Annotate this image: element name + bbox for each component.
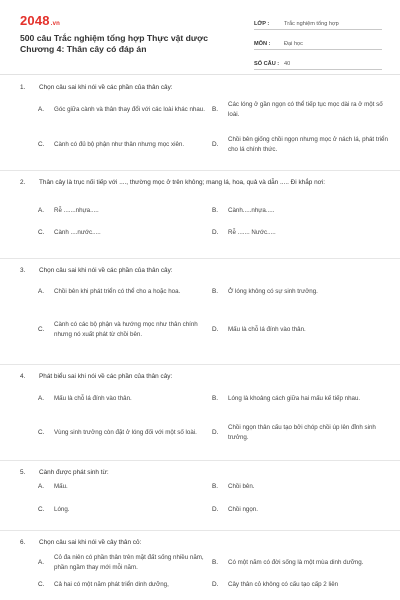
meta-label: SỐ CÂU : — [254, 61, 280, 67]
question-text — [20, 537, 380, 548]
question-list — [0, 76, 400, 600]
option-text: Góc giữa cành và thân thay đổi với các loài khác nhau. — [54, 106, 205, 113]
question-text — [20, 265, 380, 276]
meta-row-count — [254, 52, 382, 70]
meta-value: Trắc nghiệm tổng hợp — [284, 21, 339, 27]
option-letter: D. — [212, 326, 219, 333]
question-number: 6. — [20, 539, 26, 546]
question-number: 3. — [20, 267, 26, 274]
option-letter: D. — [212, 581, 219, 588]
option-letter: B. — [212, 288, 219, 295]
question-4 — [0, 365, 400, 461]
option-a[interactable] — [38, 387, 208, 411]
question-3 — [0, 259, 400, 365]
option-letter: B. — [212, 559, 219, 566]
logo-suffix: .vn — [50, 21, 61, 27]
option-letter: B. — [212, 207, 219, 214]
option-text: Mấu. — [54, 483, 68, 490]
option-c[interactable] — [38, 504, 208, 516]
question-text — [20, 371, 380, 382]
option-d[interactable] — [212, 313, 388, 347]
option-letter: D. — [212, 429, 219, 436]
meta-value: 40 — [284, 61, 291, 67]
option-text: Chồi bên. — [228, 483, 255, 490]
option-text: Cỏ đa niên có phần thân trên mặt đất sống nhiều năm, phần ngầm thay mới mỗi năm. — [54, 554, 204, 571]
meta-label: LỚP : — [254, 21, 270, 27]
option-b[interactable] — [212, 387, 388, 411]
option-letter: C. — [38, 506, 45, 513]
option-d[interactable] — [212, 579, 388, 591]
logo-text: 2048 — [20, 13, 50, 28]
option-c[interactable] — [38, 421, 208, 445]
meta-row-subject — [254, 32, 382, 50]
option-text: Lóng là khoảng cách giữa hai mấu kế tiếp nhau. — [228, 395, 361, 402]
option-c[interactable] — [38, 133, 208, 157]
option-letter: C. — [38, 326, 45, 333]
option-c[interactable] — [38, 227, 208, 239]
header — [0, 0, 400, 72]
question-number: 5. — [20, 469, 26, 476]
option-d[interactable] — [212, 227, 388, 239]
option-text: Cả hai có một năm phát triển dinh dưỡng, — [54, 581, 169, 588]
option-text: Chồi bên giống chồi ngọn nhưng mọc ở nách lá, phát triển cho lá chính thức. — [228, 136, 388, 153]
option-letter: B. — [212, 106, 219, 113]
option-a[interactable] — [38, 205, 208, 217]
option-text: Chồi ngọn thân cấu tạo bởi chóp chồi úp lên đỉnh sinh trưởng. — [228, 424, 376, 441]
question-number: 4. — [20, 373, 26, 380]
option-c[interactable] — [38, 579, 208, 591]
option-b[interactable] — [212, 481, 388, 493]
option-letter: B. — [212, 395, 219, 402]
option-text: Mấu là chỗ lá đính vào thân. — [54, 395, 132, 402]
option-b[interactable] — [212, 280, 388, 304]
question-prompt: Cành được phát sinh từ: — [39, 469, 109, 476]
option-letter: A. — [38, 106, 45, 113]
option-text: Chồi ngọn. — [228, 506, 258, 513]
option-text: Cây thân cỏ không có cấu tạo cấp 2 liên — [228, 581, 339, 588]
option-text: Có một năm có đời sống là một mùa dinh dưỡng. — [228, 559, 364, 566]
option-text: Chồi bên khi phát triển có thể cho a hoặc hoa. — [54, 288, 181, 295]
option-letter: A. — [38, 559, 45, 566]
option-text: Các lóng ở gần ngọn có thể tiếp tục mọc dài ra ở một số loài. — [228, 101, 383, 118]
option-c[interactable] — [38, 313, 208, 347]
question-1 — [0, 76, 400, 171]
option-b[interactable] — [212, 98, 388, 122]
option-text: Rễ .......nhựa..... — [54, 207, 99, 214]
question-text — [20, 467, 380, 478]
option-a[interactable] — [38, 481, 208, 493]
meta-label: MÔN : — [254, 41, 271, 47]
option-d[interactable] — [212, 504, 388, 516]
option-letter: D. — [212, 141, 219, 148]
question-number: 1. — [20, 84, 26, 91]
question-6 — [0, 531, 400, 600]
option-letter: A. — [38, 395, 45, 402]
option-letter: C. — [38, 229, 45, 236]
option-text: Ở lóng không có sự sinh trưởng. — [228, 288, 318, 295]
question-5 — [0, 461, 400, 531]
option-letter: C. — [38, 429, 45, 436]
option-letter: A. — [38, 207, 45, 214]
option-b[interactable] — [212, 551, 388, 575]
option-letter: B. — [212, 483, 219, 490]
meta-box — [254, 12, 382, 72]
option-text: Rễ ....... Nước..... — [228, 229, 276, 236]
meta-value: Đại học — [284, 41, 303, 47]
option-text: Cành.....nhựa..... — [228, 207, 275, 214]
question-prompt: Thân cây là trục nối tiếp với ...., thường mọc ở trên không; mang lá, hoa, quả và dẫn ..... Đi khắp nơi: — [39, 179, 326, 186]
meta-row-class — [254, 12, 382, 30]
option-letter: D. — [212, 229, 219, 236]
option-text: Lóng. — [54, 506, 70, 513]
option-a[interactable] — [38, 98, 208, 122]
question-prompt: Chọn câu sai khi nói về cây thân cỏ: — [39, 539, 142, 546]
question-text — [20, 177, 380, 188]
question-text — [20, 82, 380, 93]
site-logo[interactable] — [20, 13, 60, 28]
option-letter: A. — [38, 483, 45, 490]
option-letter: A. — [38, 288, 45, 295]
option-letter: C. — [38, 581, 45, 588]
option-a[interactable] — [38, 551, 208, 575]
question-number: 2. — [20, 179, 26, 186]
option-text: Cành có các bộ phận và hướng mọc như thân chính nhưng nó xuất phát từ chồi bên. — [54, 321, 198, 338]
option-d[interactable] — [212, 421, 388, 445]
option-text: Cành ....nước..... — [54, 229, 101, 236]
document-title: 500 câu Trắc nghiệm tổng hợp Thực vật dược Chương 4: Thân cây có đáp án — [20, 33, 208, 54]
option-text: Cành có đủ bộ phận như thân nhưng mọc xiên. — [54, 141, 185, 148]
option-text: Vùng sinh trưởng còn đặt ở lóng đối với một số loài. — [54, 429, 197, 436]
option-b[interactable] — [212, 205, 388, 217]
question-prompt: Phát biểu sai khi nói về các phần của thân cây: — [39, 373, 173, 380]
option-text: Mấu là chỗ lá đính vào thân. — [228, 326, 306, 333]
option-d[interactable] — [212, 133, 388, 157]
option-letter: C. — [38, 141, 45, 148]
option-a[interactable] — [38, 280, 208, 304]
header-divider — [0, 74, 400, 75]
question-2 — [0, 171, 400, 259]
question-prompt: Chọn câu sai khi nói về các phần của thân cây: — [39, 84, 173, 91]
option-letter: D. — [212, 506, 219, 513]
question-prompt: Chọn câu sai khi nói về các phần của thân cây: — [39, 267, 173, 274]
